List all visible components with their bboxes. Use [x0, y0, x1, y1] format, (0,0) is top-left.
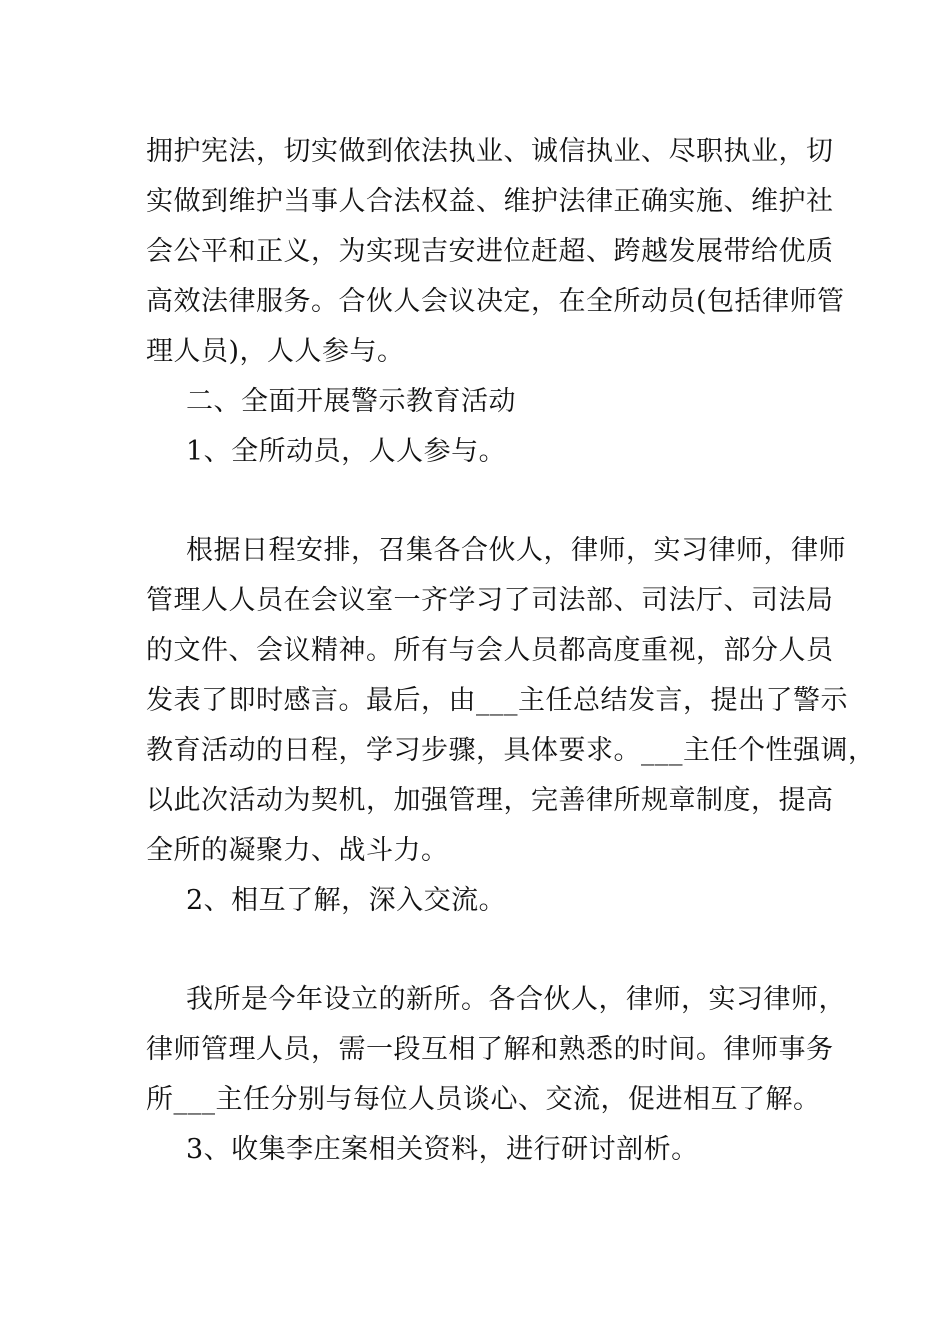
body-text-line: 实做到维护当事人合法权益、维护法律正确实施、维护社	[146, 186, 834, 217]
body-text-line: 以此次活动为契机，加强管理，完善律所规章制度，提高	[146, 785, 834, 816]
body-text-line: 发表了即时感言。最后，由___主任总结发言，提出了警示	[146, 685, 848, 716]
body-text-line: 教育活动的日程，学习步骤，具体要求。___主任个性强调，	[146, 735, 876, 766]
body-text-line: 所___主任分别与每位人员谈心、交流，促进相互了解。	[146, 1084, 821, 1115]
body-text-line: 全所的凝聚力、战斗力。	[146, 835, 449, 866]
body-text-line: 我所是今年设立的新所。各合伙人，律师，实习律师，	[186, 984, 846, 1015]
body-text-line: 管理人人员在会议室一齐学习了司法部、司法厅、司法局	[146, 585, 834, 616]
subsection-heading: 2、相互了解，深入交流。	[186, 885, 507, 916]
section-heading: 二、全面开展警示教育活动	[186, 386, 516, 417]
body-text-line: 律师管理人员，需一段互相了解和熟悉的时间。律师事务	[146, 1034, 834, 1065]
body-text-line: 的文件、会议精神。所有与会人员都高度重视，部分人员	[146, 635, 834, 666]
body-text-line: 高效法律服务。合伙人会议决定，在全所动员(包括律师管	[146, 286, 845, 317]
subsection-heading: 3、收集李庄案相关资料，进行研讨剖析。	[186, 1134, 699, 1165]
subsection-heading: 1、全所动员，人人参与。	[186, 436, 507, 467]
body-text-line: 拥护宪法，切实做到依法执业、诚信执业、尽职执业，切	[146, 136, 834, 167]
body-text-line: 理人员)，人人参与。	[146, 336, 405, 367]
body-text-line: 根据日程安排，召集各合伙人，律师，实习律师，律师	[186, 535, 846, 566]
body-text-line: 会公平和正义，为实现吉安进位赶超、跨越发展带给优质	[146, 236, 834, 267]
